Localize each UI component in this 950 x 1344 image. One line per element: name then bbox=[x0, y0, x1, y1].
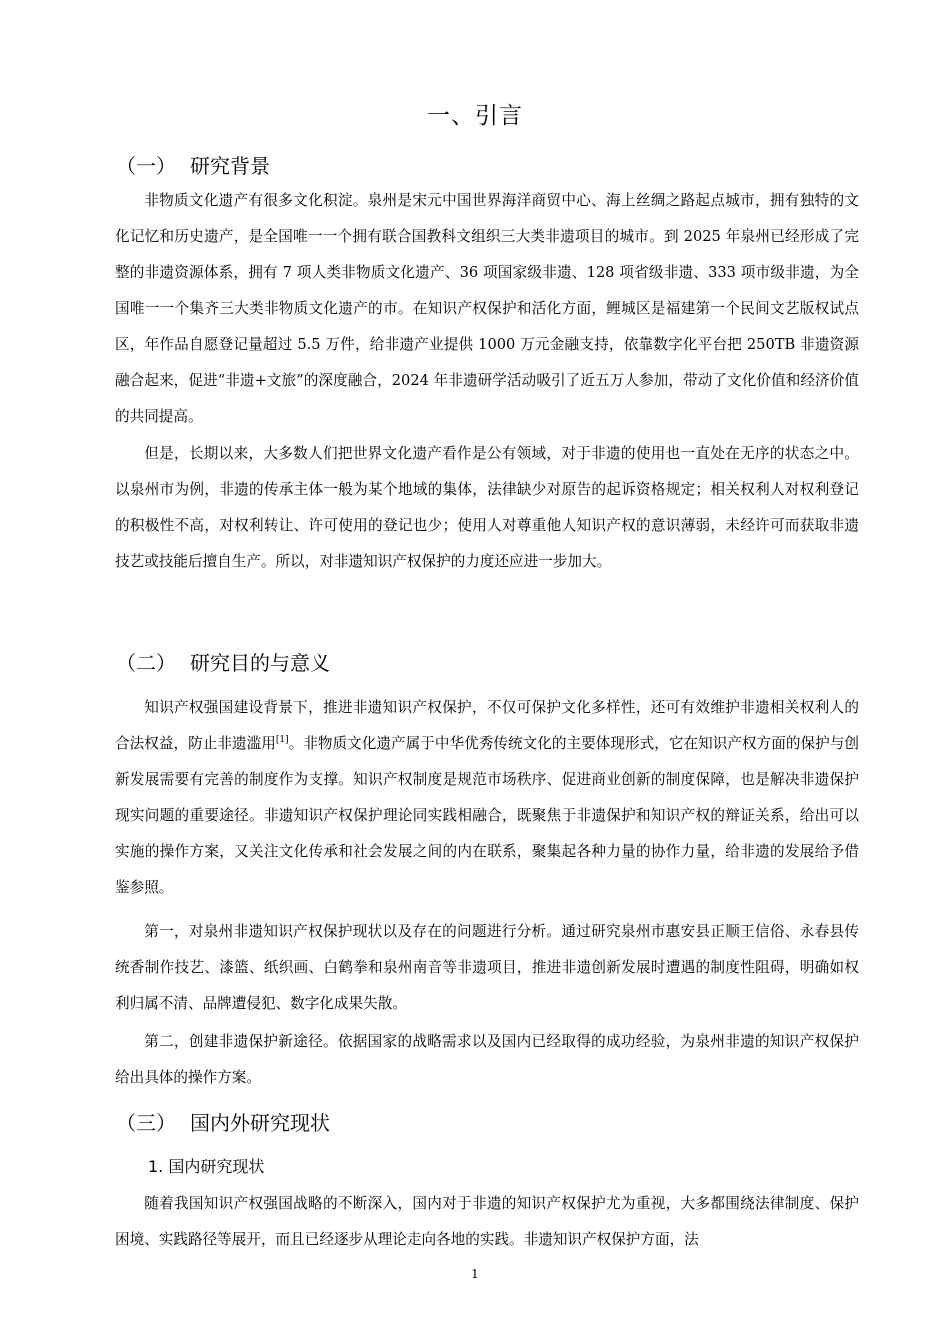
paragraph: 第一，对泉州非遗知识产权保护现状以及存在的问题进行分析。通过研究泉州市惠安县正顺王信俗、永春县传统香制作技艺、漆篮、纸织画、白鹤拳和泉州南音等非遗项目，推进非遗创新发展时遭遇的制度性阻碍，明确如权利归属不清、品牌遭侵犯、数字化成果失散。 bbox=[115, 923, 859, 1012]
paragraph bbox=[115, 690, 859, 906]
page-number: 1 bbox=[471, 1267, 479, 1281]
section-heading-background bbox=[116, 151, 270, 181]
section-number: （一） bbox=[116, 154, 176, 178]
paragraph: 第二，创建非遗保护新途径。依据国家的战略需求以及国内已经取得的成功经验，为泉州非遗的知识产权保护给出具体的操作方案。 bbox=[115, 1033, 859, 1086]
page-title: 一、引言 bbox=[427, 103, 523, 129]
text-run: 。非物质文化遗产属于中华优秀传统文化的主要体现形式，它在知识产权方面的保护与创新发展需要有完善的制度作为支撑。知识产权制度是规范市场秩序、促进商业创新的制度保障，也是解决非遗保护现实问题的重要途径。非遗知识产权保护理论同实践相融合，既聚焦于非遗保护和知识产权的辩证关系，给出可以实施的操作方案，又关注文化传承和社会发展之间的内在联系，聚集起各种力量的协作力量，给非遗的发展给予借鉴参照。 bbox=[115, 735, 859, 896]
citation-ref[interactable]: [1] bbox=[275, 735, 289, 746]
section-number: （三） bbox=[116, 1111, 176, 1135]
subsection-heading: 1. 国内研究现状 bbox=[148, 1157, 265, 1176]
section-heading-purpose bbox=[116, 648, 330, 678]
paragraph: 随着我国知识产权强国战略的不断深入，国内对于非遗的知识产权保护尤为重视，大多都围绕法律制度、保护困境、实践路径等展开，而且已经逐步从理论走向各地的实践。非遗知识产权保护方面，法 bbox=[115, 1195, 859, 1248]
section-heading-research-status bbox=[116, 1108, 330, 1138]
text-run: 知识产权强国建设背景下，推进非遗知识产权保护，不仅可保护文化多样性，还可有效维护非遗相关权利人的合法权益，防止非遗滥用 bbox=[115, 699, 859, 752]
paragraph: 但是，长期以来，大多数人们把世界文化遗产看作是公有领域，对于非遗的使用也一直处在无序的状态之中。以泉州市为例，非遗的传承主体一般为某个地域的集体，法律缺少对原告的起诉资格规定；相关权利人对权利登记的积极性不高，对权利转让、许可使用的登记也少；使用人对尊重他人知识产权的意识薄弱，未经许可而获取非遗技艺或技能后擅自生产。所以，对非遗知识产权保护的力度还应进一步加大。 bbox=[115, 445, 859, 570]
section-title: 国内外研究现状 bbox=[190, 1111, 330, 1135]
section-title: 研究目的与意义 bbox=[190, 651, 330, 675]
section-title: 研究背景 bbox=[190, 154, 270, 178]
paragraph: 非物质文化遗产有很多文化积淀。泉州是宋元中国世界海洋商贸中心、海上丝绸之路起点城市，拥有独特的文化记忆和历史遗产，是全国唯一一个拥有联合国教科文组织三大类非遗项目的城市。到 2025 年泉州已经形成了完整的非遗资源体系，拥有 7 项人类非物质文化遗产、36 项国家级非遗、128 项省级非遗、333 项市级非遗，为全国唯一一个集齐三大类非物质文化遗产的市。在知识产权保护和活化方面，鲤城区是福建第一个民间文艺版权试点区，年作品自愿登记量超过 5.5 万件，给非遗产业提供 1000 万元金融支持，依靠数字化平台把 250TB 非遗资源融合起来，促进“非遗+文旅”的深度融合，2024 年非遗研学活动吸引了近五万人参加，带动了文化价值和经济价值的共同提高。 bbox=[115, 192, 859, 425]
section-number: （二） bbox=[116, 651, 176, 675]
